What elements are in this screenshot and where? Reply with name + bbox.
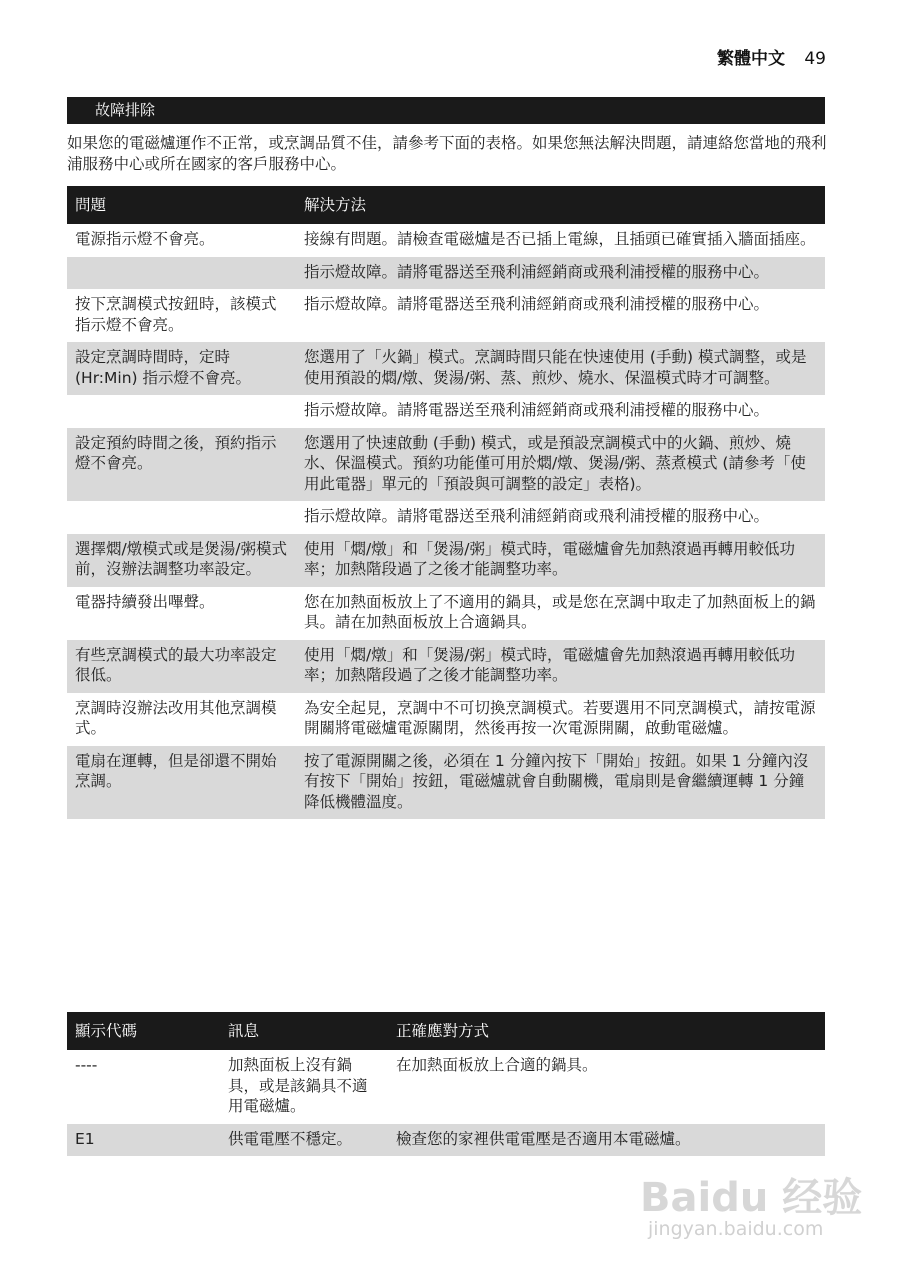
table-row bbox=[67, 1050, 825, 1124]
code-cell: ---- bbox=[67, 1050, 220, 1124]
watermark-url: jingyan.baidu.com bbox=[648, 1218, 824, 1240]
solution-cell: 使用「燜/燉」和「煲湯/粥」模式時，電磁爐會先加熱滾過再轉用較低功率；加熱階段過了之後才能調整功率。 bbox=[296, 640, 825, 693]
table-row bbox=[67, 289, 825, 342]
column-header-solution: 解決方法 bbox=[296, 186, 825, 224]
action-cell: 在加熱面板放上合適的鍋具。 bbox=[388, 1050, 825, 1124]
page-number: 49 bbox=[804, 49, 826, 69]
section-title-bar bbox=[67, 97, 825, 124]
table-row bbox=[67, 395, 825, 428]
solution-cell: 接線有問題。請檢查電磁爐是否已插上電線，且插頭已確實插入牆面插座。 bbox=[296, 224, 825, 257]
table-row bbox=[67, 257, 825, 290]
problem-cell: 設定預約時間之後，預約指示燈不會亮。 bbox=[67, 428, 296, 502]
solution-cell: 您選用了「火鍋」模式。烹調時間只能在快速使用 (手動) 模式調整，或是使用預設的燜/燉、煲湯/粥、蒸、煎炒、燒水、保溫模式時才可調整。 bbox=[296, 342, 825, 395]
page-header bbox=[717, 44, 826, 69]
table-header-row bbox=[67, 186, 825, 224]
table-row bbox=[67, 224, 825, 257]
column-header-problem: 問題 bbox=[67, 186, 296, 224]
solution-cell: 您在加熱面板放上了不適用的鍋具，或是您在烹調中取走了加熱面板上的鍋具。請在加熱面板放上合適鍋具。 bbox=[296, 587, 825, 640]
solution-cell: 指示燈故障。請將電器送至飛利浦經銷商或飛利浦授權的服務中心。 bbox=[296, 501, 825, 534]
solution-cell: 指示燈故障。請將電器送至飛利浦經銷商或飛利浦授權的服務中心。 bbox=[296, 289, 825, 342]
problem-cell: 有些烹調模式的最大功率設定很低。 bbox=[67, 640, 296, 693]
solution-cell: 指示燈故障。請將電器送至飛利浦經銷商或飛利浦授權的服務中心。 bbox=[296, 257, 825, 290]
problem-cell: 選擇燜/燉模式或是煲湯/粥模式前，沒辦法調整功率設定。 bbox=[67, 534, 296, 587]
table-row bbox=[67, 534, 825, 587]
table-row bbox=[67, 746, 825, 820]
problem-cell: 設定烹調時間時，定時 (Hr:Min) 指示燈不會亮。 bbox=[67, 342, 296, 395]
solution-cell: 按了電源開關之後，必須在 1 分鐘內按下「開始」按鈕。如果 1 分鐘內沒有按下「開始」按鈕，電磁爐就會自動關機，電扇則是會繼續運轉 1 分鐘降低機體溫度。 bbox=[296, 746, 825, 820]
solution-cell: 為安全起見，烹調中不可切換烹調模式。若要選用不同烹調模式，請按電源開關將電磁爐電源關閉，然後再按一次電源開關，啟動電磁爐。 bbox=[296, 693, 825, 746]
problem-cell: 烹調時沒辦法改用其他烹調模式。 bbox=[67, 693, 296, 746]
problem-cell: 電扇在運轉，但是卻還不開始烹調。 bbox=[67, 746, 296, 820]
column-header-message: 訊息 bbox=[220, 1012, 388, 1050]
table-row bbox=[67, 693, 825, 746]
message-cell: 供電電壓不穩定。 bbox=[220, 1124, 388, 1157]
table-row bbox=[67, 640, 825, 693]
column-header-action: 正確應對方式 bbox=[388, 1012, 825, 1050]
troubleshooting-table bbox=[67, 186, 825, 819]
language-label: 繁體中文 bbox=[716, 49, 785, 69]
watermark bbox=[640, 1150, 863, 1270]
problem-cell: 電源指示燈不會亮。 bbox=[67, 224, 296, 257]
solution-cell: 您選用了快速啟動 (手動) 模式，或是預設烹調模式中的火鍋、煎炒、燒水、保溫模式。預約功能僅可用於燜/燉、煲湯/粥、蒸煮模式 (請參考「使用此電器」單元的「預設與可調整的設定」表格)。 bbox=[296, 428, 825, 502]
intro-paragraph: 如果您的電磁爐運作不正常，或烹調品質不佳，請參考下面的表格。如果您無法解決問題，請連絡您當地的飛利浦服務中心或所在國家的客戶服務中心。 bbox=[67, 134, 827, 173]
problem-cell bbox=[67, 395, 296, 428]
problem-cell: 電器持續發出嗶聲。 bbox=[67, 587, 296, 640]
table-row bbox=[67, 501, 825, 534]
column-header-code: 顯示代碼 bbox=[67, 1012, 220, 1050]
problem-cell: 按下烹調模式按鈕時，該模式指示燈不會亮。 bbox=[67, 289, 296, 342]
table-header-row bbox=[67, 1012, 825, 1050]
solution-cell: 指示燈故障。請將電器送至飛利浦經銷商或飛利浦授權的服務中心。 bbox=[296, 395, 825, 428]
watermark-logo: Baidu 经验 bbox=[640, 1175, 863, 1221]
table-row bbox=[67, 342, 825, 395]
message-cell: 加熱面板上沒有鍋具，或是該鍋具不適用電磁爐。 bbox=[220, 1050, 388, 1124]
solution-cell: 使用「燜/燉」和「煲湯/粥」模式時，電磁爐會先加熱滾過再轉用較低功率；加熱階段過了之後才能調整功率。 bbox=[296, 534, 825, 587]
problem-cell bbox=[67, 257, 296, 290]
action-cell: 檢查您的家裡供電電壓是否適用本電磁爐。 bbox=[388, 1124, 825, 1157]
table-row bbox=[67, 587, 825, 640]
table-row bbox=[67, 428, 825, 502]
code-cell: E1 bbox=[67, 1124, 220, 1157]
section-title: 故障排除 bbox=[95, 101, 156, 119]
problem-cell bbox=[67, 501, 296, 534]
error-code-table bbox=[67, 1012, 825, 1156]
